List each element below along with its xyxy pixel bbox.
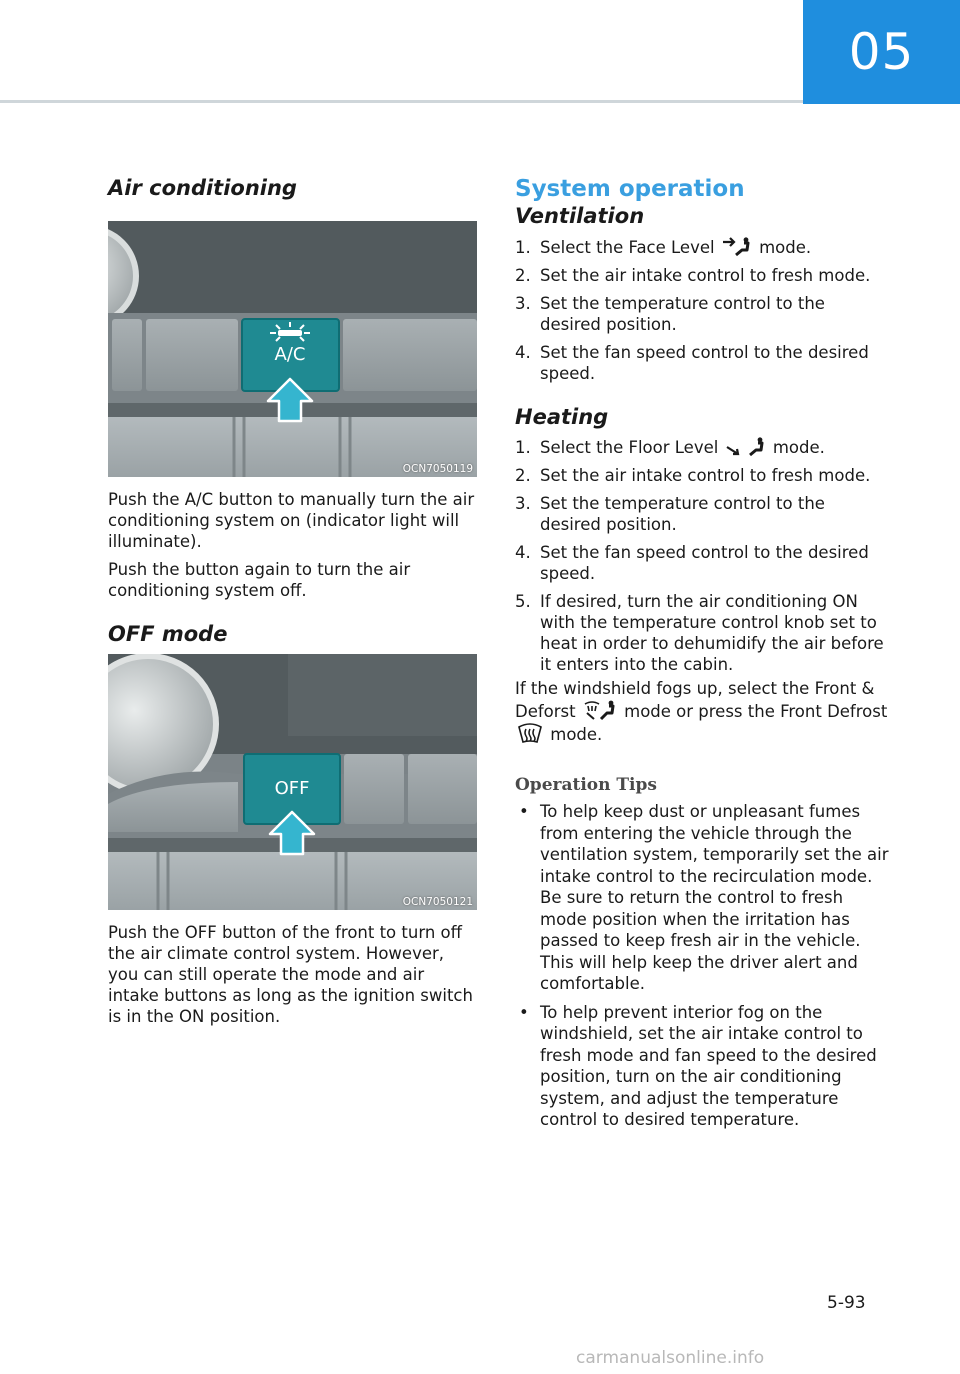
air-conditioning-heading: Air conditioning [108,176,297,200]
figure-label: OCN7050119 [402,463,473,475]
chapter-number: 05 [848,23,915,81]
ac-paragraph-1: Push the A/C button to manually turn the air conditioning system on (indicator light will illuminate). [108,490,475,551]
header-rule [0,100,803,103]
ac-paragraph-2: Push the button again to turn the air conditioning system off. [108,560,411,600]
ac-button-illustration [108,221,477,477]
list-item: 1. Select the Floor Level mode. [515,438,825,457]
list-item: 3. Set the temperature control to the desired position. [515,294,825,334]
face-level-icon [722,237,752,257]
ventilation-steps [515,237,890,384]
defrost-note: If the windshield fogs up, select the Front & Deforst mode or press the Front Defrost mode. [515,679,888,744]
figure-label: OCN7050121 [402,896,473,908]
watermark: carmanualsonline.info [576,1348,765,1368]
right-column [515,176,890,1138]
list-item: 5. If desired, turn the air conditioning ON with the temperature control knob set to heat in order to dehumidify the air before it enters into the cabin. [515,592,884,674]
off-button-illustration [108,654,477,910]
off-button-label: OFF [274,778,310,799]
ac-button-label: A/C [274,344,306,365]
front-defrost-icon [517,722,543,744]
off-button-figure [108,654,477,910]
ventilation-heading: Ventilation [515,204,645,228]
operation-tips-list [515,801,890,1131]
left-column [108,176,478,1027]
list-item: 3. Set the temperature control to the desired position. [515,494,825,534]
list-item: 4. Set the fan speed control to the desired speed. [515,343,869,383]
page-number: 5-93 [827,1293,866,1313]
heating-heading: Heating [515,405,609,429]
ac-button-figure [108,221,477,477]
list-item: • To help prevent interior fog on the windshield, set the air intake control to fresh mode and fan speed to the desired position, turn on the air conditioning system, and adjust the temperature control to desired temperature. [515,1002,890,1131]
list-item: 4. Set the fan speed control to the desired speed. [515,543,869,583]
operation-tips-heading: Operation Tips [515,775,657,795]
floor-level-icon [726,437,766,457]
heating-steps [515,437,890,675]
list-item: 1. Select the Face Level mode. [515,238,812,257]
list-item: 2. Set the air intake control to fresh mode. [515,466,871,485]
chapter-tab [803,0,960,104]
list-item: • To help keep dust or unpleasant fumes from entering the vehicle through the ventilation system, temporarily set the air intake control to the recirculation mode. Be sure to return the control to fresh mode position when the irritation has passed to keep fresh air in the vehicle. This will help keep the driver alert and comfortable. [515,801,890,995]
list-item: 2. Set the air intake control to fresh mode. [515,266,871,285]
off-mode-paragraph: Push the OFF button of the front to turn off the air climate control system. However, you can still operate the mode and air intake buttons as long as the ignition switch is in the ON position. [108,923,473,1026]
system-operation-heading: System operation [515,176,745,202]
front-and-defrost-icon [583,699,617,721]
off-mode-heading: OFF mode [108,622,228,646]
